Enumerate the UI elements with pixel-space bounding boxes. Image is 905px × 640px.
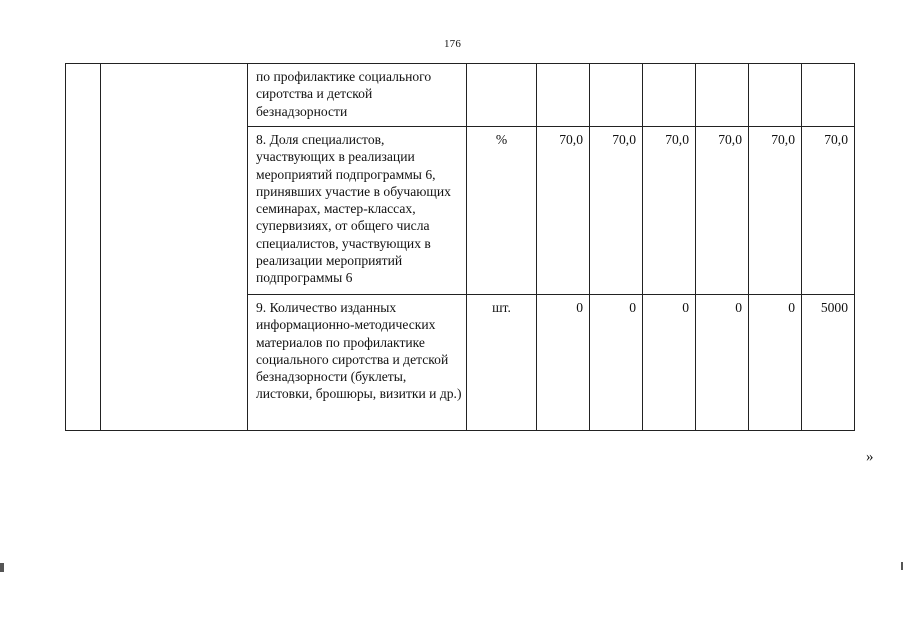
value-cell: 0 — [590, 295, 643, 431]
value-cell — [749, 64, 802, 127]
value-cell: 70,0 — [537, 127, 590, 295]
value-cell: 0 — [537, 295, 590, 431]
closing-quote: » — [866, 449, 874, 465]
unit-cell: шт. — [467, 295, 537, 431]
scan-artifact-left — [0, 563, 4, 572]
indicator-description: 8. Доля специалистов, участвующих в реализации мероприятий подпрограммы 6, принявших участие в обучающих семинарах, мастер-классах, супервизиях, от общего числа специалистов, участвующих в реализации мероприятий подпрограммы 6 — [248, 127, 467, 295]
unit-cell — [467, 64, 537, 127]
number-cell — [66, 64, 101, 431]
value-cell: 0 — [749, 295, 802, 431]
value-cell: 70,0 — [643, 127, 696, 295]
value-cell — [643, 64, 696, 127]
value-cell — [696, 64, 749, 127]
value-cell — [537, 64, 590, 127]
scan-artifact-right — [901, 562, 903, 570]
value-cell — [590, 64, 643, 127]
indicator-description: по профилактике социального сиротства и детской безнадзорности — [248, 64, 467, 127]
table-row — [66, 64, 855, 127]
page-number: 176 — [443, 38, 462, 50]
unit-cell: % — [467, 127, 537, 295]
value-cell: 0 — [696, 295, 749, 431]
program-cell — [101, 64, 248, 431]
indicators-table — [65, 63, 855, 431]
indicator-description: 9. Количество изданных информационно-методических материалов по профилактике социального сиротства и детской безнадзорности (буклеты, листовки, брошюры, визитки и др.) — [248, 295, 467, 431]
value-cell: 70,0 — [590, 127, 643, 295]
value-cell — [802, 64, 855, 127]
value-cell: 0 — [643, 295, 696, 431]
value-cell: 5000 — [802, 295, 855, 431]
value-cell: 70,0 — [802, 127, 855, 295]
value-cell: 70,0 — [696, 127, 749, 295]
value-cell: 70,0 — [749, 127, 802, 295]
